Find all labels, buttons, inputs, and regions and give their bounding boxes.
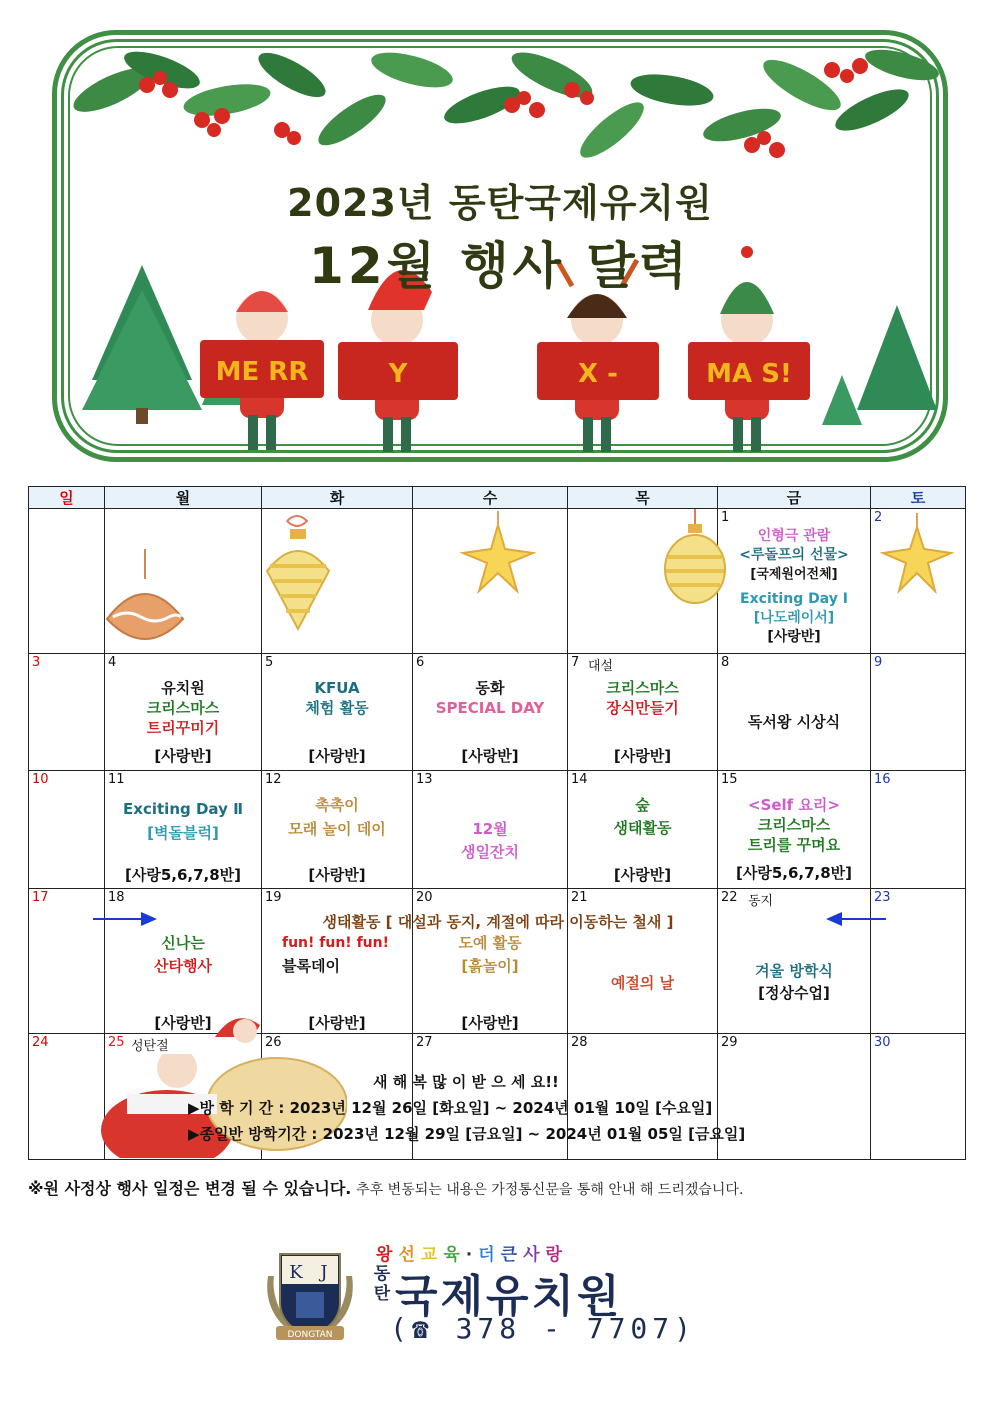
event-line: 숲 [635, 796, 650, 814]
date-number: 16 [874, 772, 891, 787]
event-line: [벽돌블럭] [147, 824, 219, 842]
event-exciting-day-2: Exciting Day Ⅱ [123, 800, 243, 818]
event-puppet-title: <루돌프의 선물> [739, 547, 849, 563]
event-line: 트리를 꾸며요 [747, 836, 841, 854]
day-cell-dec-5 [262, 654, 413, 771]
event-line: 산타행사 [154, 957, 212, 975]
day-cell-dec-9 [871, 654, 966, 771]
ecology-activity-banner: 생태활동 [ 대설과 동지, 계절에 따라 이동하는 철새 ] [322, 913, 674, 931]
motto-char: 랑 [545, 1245, 568, 1265]
banner-title-year-school: 2023년 동탄국제유치원 [287, 181, 713, 225]
event-class: [사랑반] [154, 747, 212, 765]
event-class: [사랑반] [461, 747, 519, 765]
event-exciting-day-1-sub: [나도레이서] [753, 610, 835, 626]
date-number: 6 [416, 655, 425, 670]
date-number: 24 [32, 1035, 49, 1050]
event-line: 생태활동 [613, 819, 672, 837]
event-fun: fun! fun! fun! [282, 935, 389, 951]
event-line: 생일잔치 [461, 843, 519, 861]
school-prefix: 동 탄 [373, 1264, 391, 1304]
event-line: 모래 놀이 데이 [288, 820, 386, 838]
event-class: [사랑5,6,7,8반] [124, 866, 242, 884]
event-line: 촉촉이 [315, 796, 359, 814]
event-line: 크리스마스 [606, 679, 679, 697]
date-number: 29 [721, 1035, 738, 1050]
school-phone: (☎ 378 - 7707) [390, 1312, 697, 1345]
weekday-wed: 수 [413, 487, 568, 509]
motto-char: 사 [523, 1245, 546, 1265]
svg-text:J: J [320, 1262, 328, 1283]
event-class: [사랑5,6,7,8반] [735, 864, 853, 882]
event-class: [사랑반] [154, 1014, 212, 1032]
allday-vacation-period: ▶종일반 방학기간 : 2023년 12월 29일 [금요일] ~ 2024년 01월 05일 [금요일] [188, 1125, 746, 1143]
event-exciting-day-1: Exciting Day Ⅰ [740, 591, 848, 607]
event-line: 유치원 [161, 679, 205, 697]
new-year-greeting: 새 해 복 많 이 받 으 세 요!! [373, 1073, 559, 1091]
day-cell-dec-6 [413, 654, 568, 771]
day-cell-dec-11 [105, 771, 262, 889]
event-puppet-show: 인형극 관람 [757, 528, 831, 544]
date-number: 1 [721, 510, 730, 525]
event-etiquette-day: 예절의 날 [610, 974, 675, 992]
day-cell-empty [105, 509, 262, 654]
motto-char: 육 [443, 1245, 466, 1265]
date-number: 4 [108, 655, 117, 670]
event-line: [흙놀이] [461, 957, 519, 975]
school-emblem-icon [260, 1246, 360, 1346]
day-cell-dec-12 [262, 771, 413, 889]
event-special-day: SPECIAL DAY [435, 699, 545, 717]
event-line: 블록데이 [282, 957, 340, 975]
school-logo-block [260, 1240, 700, 1350]
day-cell-dec-30 [871, 1034, 966, 1160]
date-number: 23 [874, 890, 891, 905]
date-number: 19 [265, 890, 282, 905]
star-ornament-icon [453, 511, 543, 601]
weekday-sun: 일 [29, 487, 105, 509]
date-number: 2 [874, 510, 883, 525]
event-line: [정상수업] [758, 984, 830, 1002]
weekday-fri: 금 [718, 487, 871, 509]
day-cell-dec-16 [871, 771, 966, 889]
event-exciting-day-1-class: [사랑반] [767, 629, 821, 645]
weekday-thu: 목 [568, 487, 718, 509]
event-class: [사랑반] [461, 1014, 519, 1032]
date-number: 3 [32, 655, 41, 670]
date-number: 27 [416, 1035, 433, 1050]
motto-char: 선 [398, 1245, 421, 1265]
date-number: 13 [416, 772, 433, 787]
seasonal-note: 대설 [588, 659, 614, 674]
title-banner [52, 30, 948, 462]
date-number: 17 [32, 890, 49, 905]
date-number: 25 [108, 1035, 125, 1050]
date-number: 11 [108, 772, 125, 787]
event-class: [사랑반] [308, 1014, 366, 1032]
event-line: 도예 활동 [458, 934, 522, 952]
svg-text:MA S!: MA S! [706, 359, 792, 389]
date-number: 18 [108, 890, 125, 905]
date-number: 30 [874, 1035, 891, 1050]
event-reading-award: 독서왕 시상식 [747, 713, 841, 731]
day-cell-dec-13 [413, 771, 568, 889]
date-number: 20 [416, 890, 433, 905]
date-number: 14 [571, 772, 588, 787]
weekday-header-row [29, 487, 966, 509]
date-number: 10 [32, 772, 49, 787]
day-cell-dec-14 [568, 771, 718, 889]
event-class: [사랑반] [613, 866, 672, 884]
event-class: [사랑반] [308, 747, 366, 765]
motto-char: 교 [420, 1245, 444, 1265]
day-cell-empty [29, 509, 105, 654]
day-cell-dec-15 [718, 771, 871, 889]
event-line: KFUA [314, 679, 360, 697]
day-cell-dec-23 [871, 889, 966, 1034]
event-calendar [28, 486, 965, 1161]
svg-text:Y: Y [388, 359, 408, 389]
event-line: 크리스마스 [146, 699, 220, 717]
day-cell-dec-7 [568, 654, 718, 771]
day-cell-dec-18 [105, 889, 262, 1034]
date-number: 8 [721, 655, 730, 670]
day-cell-empty [568, 509, 718, 654]
gingerbread-ornament-icon [97, 549, 197, 649]
date-number: 9 [874, 655, 883, 670]
weekday-tue: 화 [262, 487, 413, 509]
date-number: 15 [721, 772, 738, 787]
date-number: 12 [265, 772, 282, 787]
motto-char: 더 [478, 1245, 501, 1265]
svg-text:DONGTAN: DONGTAN [287, 1330, 333, 1340]
banner-title-month-calendar: 12월 행사 달력 [309, 237, 691, 295]
motto-char: 큰 [500, 1245, 524, 1265]
vacation-period: ▶방 학 기 간 : 2023년 12월 26일 [화요일] ~ 2024년 01월 10일 [수요일] [188, 1099, 713, 1117]
date-number: 5 [265, 655, 274, 670]
note-detail: 추후 변동되는 내용은 가정통신문을 통해 안내 해 드리겠습니다. [356, 1182, 744, 1198]
event-line: 트리꾸미기 [146, 719, 220, 737]
event-line: 12월 [472, 820, 508, 838]
week-row-1 [29, 509, 966, 654]
note-bold: ※원 사정상 행사 일정은 변경 될 수 있습니다. [28, 1179, 352, 1198]
day-cell-empty [413, 509, 568, 654]
day-cell-dec-1 [718, 509, 871, 654]
motto-char: · [465, 1245, 479, 1265]
day-cell-dec-24 [29, 1034, 105, 1160]
weekday-sat: 토 [871, 487, 966, 509]
day-cell-dec-10 [29, 771, 105, 889]
santa-hat-icon [205, 1007, 265, 1047]
svg-text:X -: X - [578, 359, 618, 389]
schedule-change-note [28, 1176, 968, 1199]
week-row-2 [29, 654, 966, 771]
day-cell-dec-3 [29, 654, 105, 771]
event-line: 체험 활동 [305, 699, 369, 717]
event-line: 신나는 [161, 934, 205, 952]
day-cell-dec-22 [718, 889, 871, 1034]
date-number: 7 [571, 655, 580, 670]
event-puppet-target: [국제원어전체] [750, 567, 838, 582]
school-name: 국제유치원 [395, 1271, 623, 1322]
date-number: 26 [265, 1035, 282, 1050]
event-line: 크리스마스 [757, 816, 831, 834]
event-line: 겨울 방학식 [755, 962, 833, 980]
seasonal-note: 동지 [748, 894, 774, 909]
star-ornament-icon [875, 513, 959, 603]
weekday-mon: 월 [105, 487, 262, 509]
event-line: <Self 요리> [748, 796, 840, 814]
event-line: 장식만들기 [606, 699, 679, 717]
event-line: 동화 [475, 679, 505, 697]
event-class: [사랑반] [308, 866, 366, 884]
svg-text:ME RR: ME RR [215, 357, 309, 387]
date-number: 22 [721, 890, 738, 905]
event-class: [사랑반] [613, 747, 672, 765]
week-row-3 [29, 771, 966, 889]
day-cell-dec-4 [105, 654, 262, 771]
day-cell-empty [262, 509, 413, 654]
date-number: 28 [571, 1035, 588, 1050]
arrow-right-icon [91, 909, 161, 929]
holiday-note: 성탄절 [131, 1039, 169, 1054]
motto-char: 왕 [376, 1245, 399, 1265]
day-cell-dec-8 [718, 654, 871, 771]
date-number: 21 [571, 890, 588, 905]
day-cell-dec-2 [871, 509, 966, 654]
striped-ornament-icon [252, 511, 342, 631]
svg-text:K: K [289, 1262, 303, 1283]
